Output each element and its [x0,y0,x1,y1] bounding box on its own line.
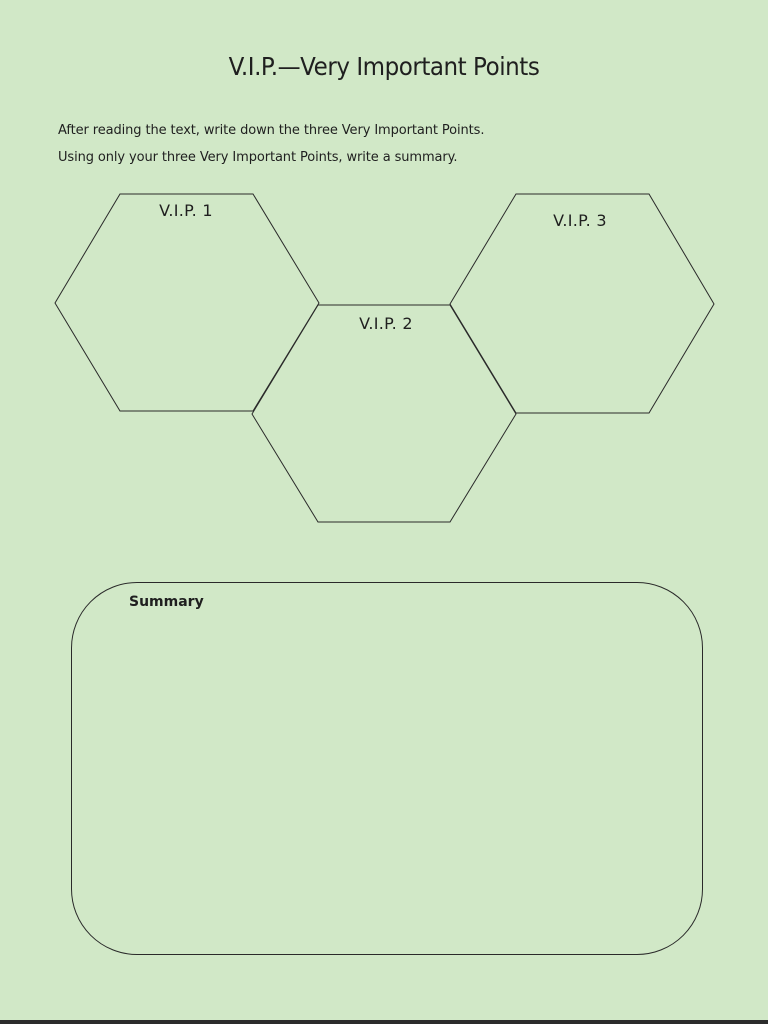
hexagon-label-vip-2: V.I.P. 2 [359,314,413,333]
summary-box[interactable] [71,582,703,955]
page-bottom-border [0,1020,768,1024]
summary-label: Summary [129,594,204,610]
hexagon-label-vip-3: V.I.P. 3 [553,211,607,230]
instruction-line-1: After reading the text, write down the three Very Important Points. [58,123,485,138]
hexagon-label-vip-1: V.I.P. 1 [159,201,213,220]
hexagon-vip-2[interactable] [252,305,516,522]
hexagon-vip-1[interactable] [55,194,319,411]
page-title: V.I.P.—Very Important Points [228,52,540,81]
instruction-line-2: Using only your three Very Important Points, write a summary. [58,150,458,165]
